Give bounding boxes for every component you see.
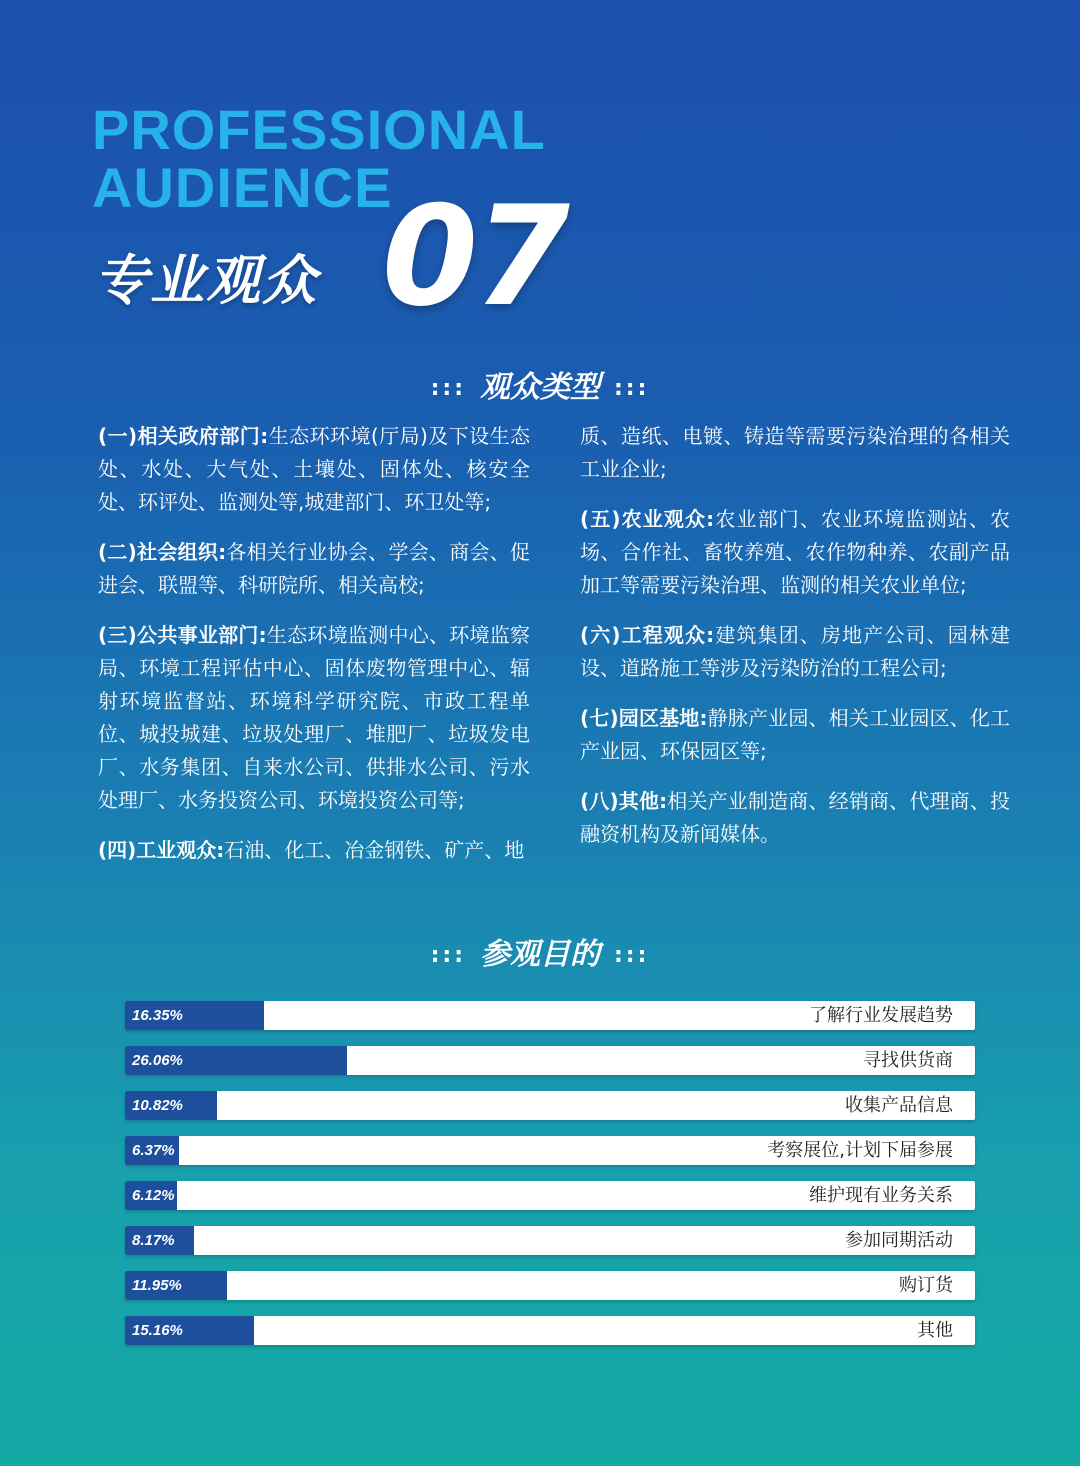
bar-row — [125, 1136, 975, 1165]
bar-category-label: 了解行业发展趋势 — [809, 1005, 953, 1026]
audience-item-body: 静脉产业园、相关工业园区、化工产业园、环保园区等; — [580, 706, 1011, 763]
audience-item-body: 农业部门、农业环境监测站、农场、合作社、畜牧养殖、农作物种养、农副产品加工等需要污染治理、监测的相关农业单位; — [580, 507, 1010, 597]
dots-right-icon: ::: — [614, 943, 650, 968]
audience-item-body: 生态环环境(厅局)及下设生态处、水处、大气处、土壤处、固体处、核安全处、环评处、监测处等,城建部门、环卫处等; — [98, 424, 531, 514]
audience-item-head: (八)其他: — [580, 789, 668, 813]
audience-item-head: (一)相关政府部门: — [98, 424, 269, 448]
audience-item-head: (三)公共事业部门: — [98, 623, 267, 647]
audience-item — [580, 503, 1010, 602]
bar-value-label: 16.35% — [132, 1007, 183, 1024]
audience-item-body: 各相关行业协会、学会、商会、促进会、联盟等、科研院所、相关高校; — [98, 540, 531, 597]
bar-value-label: 11.95% — [132, 1277, 182, 1294]
bar-row — [125, 1091, 975, 1120]
bar-row — [125, 1271, 975, 1300]
audience-item-body: 石油、化工、冶金钢铁、矿产、地 — [224, 838, 525, 862]
audience-item — [98, 834, 530, 867]
bar-row — [125, 1226, 975, 1255]
bar-value-label: 6.12% — [132, 1187, 175, 1204]
bar-value-label: 15.16% — [132, 1322, 183, 1339]
title-cn: 专业观众 — [94, 249, 318, 312]
audience-item-body: 建筑集团、房地产公司、园林建设、道路施工等涉及污染防治的工程公司; — [580, 623, 1010, 680]
bar-value-label: 26.06% — [132, 1052, 183, 1069]
bar-category-label: 寻找供货商 — [863, 1050, 953, 1071]
dots-right-icon: ::: — [614, 376, 650, 401]
bar-row — [125, 1001, 975, 1030]
section-number: 07 — [382, 176, 567, 337]
audience-types-title-text: 观众类型 — [480, 370, 600, 405]
audience-item — [98, 619, 530, 817]
audience-column-left — [98, 420, 530, 884]
dots-left-icon: ::: — [430, 376, 466, 401]
title-en-line1: PROFESSIONAL — [92, 98, 546, 161]
bar-category-label: 考察展位,计划下届参展 — [767, 1140, 953, 1161]
audience-item — [580, 785, 1010, 851]
audience-item — [98, 536, 530, 602]
bar-value-label: 10.82% — [132, 1097, 183, 1114]
audience-item — [98, 420, 530, 519]
audience-item — [580, 619, 1010, 685]
bar-row — [125, 1316, 975, 1345]
bar-category-label: 收集产品信息 — [845, 1095, 953, 1116]
audience-item-body: 相关产业制造商、经销商、代理商、投融资机构及新闻媒体。 — [580, 789, 1010, 846]
audience-item-head: (二)社会组织: — [98, 540, 227, 564]
audience-item — [580, 420, 1010, 486]
bar-category-label: 维护现有业务关系 — [809, 1185, 953, 1206]
dots-left-icon: ::: — [430, 943, 466, 968]
audience-item-head: (六)工程观众: — [580, 623, 715, 647]
purpose-title — [0, 929, 1080, 973]
purpose-bar-chart — [125, 1001, 975, 1361]
audience-item-body: 生态环境监测中心、环境监察局、环境工程评估中心、固体废物管理中心、辐射环境监督站、环境科学研究院、市政工程单位、城投城建、垃圾处理厂、堆肥厂、垃圾发电厂、水务集团、自来水公司、供排水公司、污水处理厂、水务投资公司、环境投资公司等; — [98, 623, 531, 812]
audience-item-head: (七)园区基地: — [580, 706, 708, 730]
bar-value-label: 8.17% — [132, 1232, 175, 1249]
audience-types-title — [0, 362, 1080, 406]
bar-value-label: 6.37% — [132, 1142, 175, 1159]
bar-row — [125, 1181, 975, 1210]
audience-column-right — [580, 420, 1010, 868]
purpose-title-text: 参观目的 — [480, 937, 600, 972]
audience-item — [580, 702, 1010, 768]
bar-category-label: 其他 — [917, 1320, 953, 1341]
audience-item-head: (四)工业观众: — [98, 838, 225, 862]
title-en-line2: AUDIENCE — [92, 156, 393, 219]
bar-row — [125, 1046, 975, 1075]
bar-category-label: 参加同期活动 — [845, 1230, 953, 1251]
bar-category-label: 购订货 — [899, 1275, 953, 1296]
audience-item-body: 质、造纸、电镀、铸造等需要污染治理的各相关工业企业; — [580, 424, 1010, 481]
audience-item-head: (五)农业观众: — [580, 507, 715, 531]
